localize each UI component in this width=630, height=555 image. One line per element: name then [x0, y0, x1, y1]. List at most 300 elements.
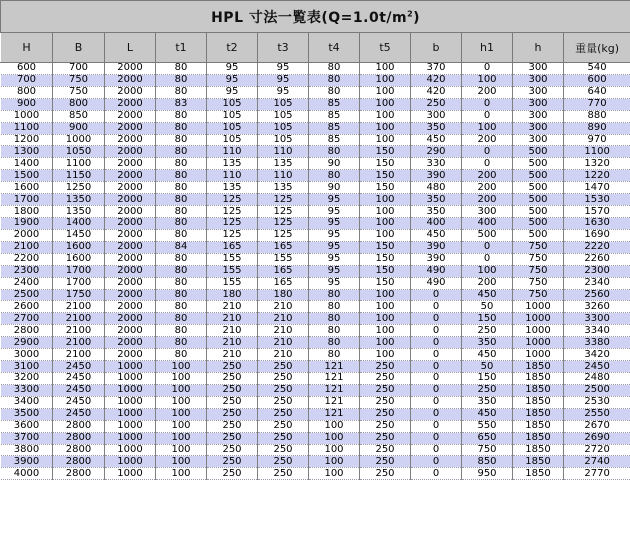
column-header: B	[53, 33, 105, 63]
table-cell: 3300	[564, 313, 630, 325]
table-cell: 1530	[564, 194, 630, 206]
table-cell: 80	[309, 337, 360, 349]
table-cell: 1450	[53, 229, 105, 241]
table-row	[1, 432, 630, 444]
table-cell: 105	[258, 98, 309, 110]
table-cell: 2770	[564, 468, 630, 480]
table-cell: 80	[156, 134, 207, 146]
table-cell: 135	[258, 158, 309, 170]
table-cell: 250	[258, 468, 309, 480]
table-cell: 2100	[53, 337, 105, 349]
table-cell: 250	[360, 384, 411, 396]
table-cell: 80	[156, 74, 207, 86]
table-cell: 2450	[53, 396, 105, 408]
table-cell: 100	[360, 194, 411, 206]
table-row	[1, 289, 630, 301]
table-cell: 300	[513, 98, 564, 110]
table-cell: 110	[207, 170, 258, 182]
table-cell: 80	[156, 122, 207, 134]
table-row	[1, 63, 630, 75]
table-cell: 350	[462, 396, 513, 408]
table-cell: 2000	[105, 134, 156, 146]
table-cell: 0	[462, 110, 513, 122]
table-cell: 0	[411, 289, 462, 301]
table-cell: 2000	[105, 349, 156, 361]
table-cell: 121	[309, 384, 360, 396]
table-cell: 80	[156, 253, 207, 265]
table-cell: 750	[513, 265, 564, 277]
table-cell: 95	[207, 63, 258, 75]
table-cell: 80	[309, 289, 360, 301]
table-cell: 3000	[1, 349, 53, 361]
table-cell: 0	[411, 420, 462, 432]
table-cell: 1000	[105, 468, 156, 480]
table-cell: 1850	[513, 456, 564, 468]
table-cell: 2900	[1, 337, 53, 349]
table-cell: 2340	[564, 277, 630, 289]
table-cell: 200	[462, 86, 513, 98]
table-cell: 2740	[564, 456, 630, 468]
table-cell: 2700	[1, 313, 53, 325]
table-cell: 80	[156, 86, 207, 98]
table-cell: 330	[411, 158, 462, 170]
table-cell: 105	[207, 110, 258, 122]
table-cell: 100	[360, 325, 411, 337]
table-cell: 2100	[1, 241, 53, 253]
table-cell: 2000	[105, 74, 156, 86]
table-cell: 600	[1, 63, 53, 75]
table-cell: 490	[411, 265, 462, 277]
table-row	[1, 349, 630, 361]
table-cell: 2800	[1, 325, 53, 337]
table-cell: 890	[564, 122, 630, 134]
table-cell: 95	[207, 74, 258, 86]
table-cell: 85	[309, 110, 360, 122]
table-cell: 0	[411, 325, 462, 337]
table-row	[1, 146, 630, 158]
table-cell: 1850	[513, 444, 564, 456]
table-cell: 250	[207, 420, 258, 432]
table-cell: 0	[411, 432, 462, 444]
table-cell: 210	[258, 349, 309, 361]
table-cell: 250	[462, 384, 513, 396]
column-header: t2	[207, 33, 258, 63]
table-cell: 300	[411, 110, 462, 122]
table-cell: 2450	[53, 361, 105, 373]
table-cell: 490	[411, 277, 462, 289]
table-cell: 121	[309, 408, 360, 420]
table-cell: 100	[360, 98, 411, 110]
table-cell: 2260	[564, 253, 630, 265]
table-cell: 95	[309, 217, 360, 229]
table-cell: 250	[207, 468, 258, 480]
table-cell: 2800	[53, 444, 105, 456]
table-cell: 420	[411, 74, 462, 86]
table-cell: 0	[411, 313, 462, 325]
table-cell: 110	[207, 146, 258, 158]
table-cell: 100	[360, 63, 411, 75]
table-row	[1, 396, 630, 408]
table-cell: 1220	[564, 170, 630, 182]
table-cell: 80	[309, 349, 360, 361]
table-cell: 1000	[105, 384, 156, 396]
table-cell: 150	[360, 253, 411, 265]
table-cell: 500	[513, 158, 564, 170]
table-cell: 200	[462, 182, 513, 194]
table-cell: 150	[360, 265, 411, 277]
table-cell: 420	[411, 86, 462, 98]
table-cell: 450	[411, 134, 462, 146]
table-cell: 250	[360, 456, 411, 468]
table-cell: 850	[53, 110, 105, 122]
table-cell: 2100	[53, 301, 105, 313]
table-cell: 165	[258, 241, 309, 253]
table-cell: 0	[411, 372, 462, 384]
table-cell: 80	[156, 349, 207, 361]
table-cell: 540	[564, 63, 630, 75]
table-cell: 155	[207, 277, 258, 289]
table-cell: 1500	[1, 170, 53, 182]
table-cell: 2000	[105, 182, 156, 194]
table-cell: 1850	[513, 432, 564, 444]
table-cell: 1350	[53, 194, 105, 206]
table-row	[1, 206, 630, 218]
table-cell: 100	[156, 432, 207, 444]
table-cell: 80	[156, 265, 207, 277]
table-cell: 155	[258, 253, 309, 265]
column-header: 重量(kg)	[564, 33, 630, 63]
table-cell: 1600	[1, 182, 53, 194]
table-cell: 250	[258, 408, 309, 420]
table-row	[1, 313, 630, 325]
table-cell: 125	[207, 229, 258, 241]
table-cell: 250	[360, 396, 411, 408]
table-cell: 2000	[105, 265, 156, 277]
table-cell: 1570	[564, 206, 630, 218]
table-cell: 0	[462, 98, 513, 110]
table-row	[1, 420, 630, 432]
table-cell: 250	[411, 98, 462, 110]
table-cell: 100	[360, 74, 411, 86]
table-cell: 150	[360, 182, 411, 194]
table-row	[1, 194, 630, 206]
table-cell: 1000	[105, 396, 156, 408]
table-cell: 100	[462, 265, 513, 277]
table-cell: 105	[207, 98, 258, 110]
table-cell: 100	[360, 122, 411, 134]
table-cell: 250	[360, 408, 411, 420]
table-cell: 100	[309, 420, 360, 432]
table-cell: 900	[1, 98, 53, 110]
table-cell: 480	[411, 182, 462, 194]
table-cell: 95	[309, 194, 360, 206]
table-cell: 135	[207, 182, 258, 194]
table-row	[1, 74, 630, 86]
table-cell: 2800	[53, 432, 105, 444]
table-cell: 50	[462, 361, 513, 373]
table-cell: 350	[411, 122, 462, 134]
table-cell: 80	[309, 63, 360, 75]
table-cell: 1000	[105, 432, 156, 444]
table-cell: 250	[207, 384, 258, 396]
table-cell: 210	[258, 301, 309, 313]
table-cell: 750	[513, 253, 564, 265]
table-cell: 1700	[53, 265, 105, 277]
table-cell: 700	[1, 74, 53, 86]
table-cell: 2480	[564, 372, 630, 384]
table-cell: 450	[411, 229, 462, 241]
table-cell: 1000	[53, 134, 105, 146]
table-cell: 250	[207, 361, 258, 373]
table-cell: 0	[411, 456, 462, 468]
table-cell: 700	[53, 63, 105, 75]
table-cell: 2800	[53, 420, 105, 432]
table-cell: 155	[207, 253, 258, 265]
table-cell: 125	[207, 194, 258, 206]
table-cell: 450	[462, 349, 513, 361]
table-cell: 2100	[53, 313, 105, 325]
table-cell: 3800	[1, 444, 53, 456]
table-cell: 84	[156, 241, 207, 253]
table-cell: 600	[564, 74, 630, 86]
table-cell: 500	[513, 182, 564, 194]
table-cell: 0	[462, 253, 513, 265]
table-cell: 80	[156, 110, 207, 122]
table-cell: 80	[156, 313, 207, 325]
column-header: H	[1, 33, 53, 63]
table-cell: 2300	[564, 265, 630, 277]
table-cell: 2000	[105, 241, 156, 253]
table-row	[1, 372, 630, 384]
table-cell: 650	[462, 432, 513, 444]
table-cell: 350	[411, 206, 462, 218]
table-cell: 250	[258, 372, 309, 384]
table-cell: 1150	[53, 170, 105, 182]
table-cell: 2550	[564, 408, 630, 420]
table-cell: 2000	[105, 98, 156, 110]
table-cell: 500	[513, 146, 564, 158]
table-cell: 1000	[513, 337, 564, 349]
table-cell: 80	[156, 337, 207, 349]
table-cell: 2000	[105, 158, 156, 170]
table-cell: 880	[564, 110, 630, 122]
table-cell: 80	[309, 313, 360, 325]
column-header: L	[105, 33, 156, 63]
table-cell: 1400	[53, 217, 105, 229]
table-cell: 1900	[1, 217, 53, 229]
table-cell: 250	[360, 372, 411, 384]
table-title-close: )	[413, 9, 421, 26]
table-cell: 200	[462, 134, 513, 146]
table-cell: 250	[207, 444, 258, 456]
table-row	[1, 384, 630, 396]
table-cell: 80	[156, 63, 207, 75]
table-cell: 95	[309, 253, 360, 265]
table-cell: 250	[258, 456, 309, 468]
table-cell: 2000	[105, 194, 156, 206]
table-cell: 1800	[1, 206, 53, 218]
table-row	[1, 241, 630, 253]
table-cell: 125	[207, 217, 258, 229]
table-cell: 135	[207, 158, 258, 170]
table-row	[1, 408, 630, 420]
table-cell: 250	[258, 420, 309, 432]
table-cell: 250	[360, 361, 411, 373]
table-cell: 1320	[564, 158, 630, 170]
table-cell: 2600	[1, 301, 53, 313]
table-row	[1, 170, 630, 182]
table-cell: 800	[53, 98, 105, 110]
table-cell: 100	[360, 337, 411, 349]
table-cell: 80	[309, 170, 360, 182]
table-row	[1, 301, 630, 313]
table-row	[1, 265, 630, 277]
table-cell: 155	[207, 265, 258, 277]
table-cell: 80	[156, 194, 207, 206]
table-cell: 250	[258, 361, 309, 373]
table-cell: 2200	[1, 253, 53, 265]
table-cell: 0	[411, 349, 462, 361]
table-cell: 100	[156, 420, 207, 432]
table-cell: 1000	[105, 444, 156, 456]
table-cell: 500	[462, 229, 513, 241]
table-cell: 95	[258, 63, 309, 75]
table-cell: 2800	[53, 468, 105, 480]
table-cell: 105	[207, 134, 258, 146]
table-cell: 80	[156, 206, 207, 218]
table-cell: 2000	[105, 325, 156, 337]
table-cell: 2000	[105, 337, 156, 349]
table-cell: 2000	[105, 86, 156, 98]
table-cell: 0	[462, 241, 513, 253]
table-cell: 100	[360, 301, 411, 313]
table-cell: 200	[462, 194, 513, 206]
table-cell: 150	[360, 170, 411, 182]
table-cell: 100	[156, 468, 207, 480]
table-cell: 100	[156, 444, 207, 456]
table-cell: 110	[258, 170, 309, 182]
table-cell: 390	[411, 253, 462, 265]
table-cell: 100	[360, 349, 411, 361]
table-cell: 1100	[1, 122, 53, 134]
table-cell: 95	[309, 229, 360, 241]
table-cell: 125	[258, 194, 309, 206]
table-cell: 250	[360, 420, 411, 432]
table-cell: 2100	[53, 349, 105, 361]
table-cell: 80	[156, 325, 207, 337]
table-cell: 100	[156, 361, 207, 373]
table-cell: 750	[513, 289, 564, 301]
table-cell: 3420	[564, 349, 630, 361]
table-cell: 900	[53, 122, 105, 134]
table-cell: 100	[360, 217, 411, 229]
table-cell: 125	[258, 217, 309, 229]
table-cell: 150	[462, 372, 513, 384]
table-cell: 80	[309, 146, 360, 158]
table-cell: 2560	[564, 289, 630, 301]
table-cell: 3260	[564, 301, 630, 313]
table-title	[1, 1, 630, 33]
table-cell: 1850	[513, 396, 564, 408]
table-cell: 3700	[1, 432, 53, 444]
table-cell: 0	[411, 361, 462, 373]
table-cell: 210	[258, 337, 309, 349]
table-cell: 0	[411, 337, 462, 349]
table-cell: 300	[513, 134, 564, 146]
table-cell: 95	[258, 74, 309, 86]
table-cell: 1750	[53, 289, 105, 301]
table-cell: 80	[156, 277, 207, 289]
table-cell: 100	[309, 444, 360, 456]
table-cell: 0	[411, 396, 462, 408]
column-header-row	[1, 33, 630, 63]
table-cell: 500	[513, 170, 564, 182]
table-cell: 1850	[513, 361, 564, 373]
table-cell: 210	[207, 349, 258, 361]
table-cell: 2000	[105, 122, 156, 134]
table-cell: 2000	[105, 217, 156, 229]
table-cell: 1400	[1, 158, 53, 170]
table-cell: 250	[207, 396, 258, 408]
table-cell: 500	[513, 229, 564, 241]
table-cell: 2000	[105, 313, 156, 325]
table-cell: 2300	[1, 265, 53, 277]
table-cell: 250	[360, 432, 411, 444]
table-cell: 1700	[1, 194, 53, 206]
table-cell: 80	[156, 182, 207, 194]
table-cell: 3340	[564, 325, 630, 337]
table-cell: 2000	[105, 110, 156, 122]
column-header: t1	[156, 33, 207, 63]
table-cell: 100	[360, 313, 411, 325]
table-cell: 3380	[564, 337, 630, 349]
table-cell: 165	[258, 277, 309, 289]
table-cell: 1470	[564, 182, 630, 194]
table-cell: 165	[258, 265, 309, 277]
table-cell: 450	[462, 289, 513, 301]
table-cell: 250	[462, 325, 513, 337]
table-cell: 850	[462, 456, 513, 468]
table-cell: 1100	[53, 158, 105, 170]
table-cell: 80	[156, 146, 207, 158]
table-cell: 1000	[105, 361, 156, 373]
table-cell: 1850	[513, 420, 564, 432]
column-header: t4	[309, 33, 360, 63]
table-cell: 210	[207, 325, 258, 337]
table-cell: 80	[309, 74, 360, 86]
table-cell: 0	[411, 468, 462, 480]
table-cell: 1000	[1, 110, 53, 122]
table-cell: 2500	[1, 289, 53, 301]
table-cell: 100	[360, 134, 411, 146]
table-cell: 1350	[53, 206, 105, 218]
table-row	[1, 361, 630, 373]
table-cell: 2000	[105, 277, 156, 289]
table-cell: 500	[513, 206, 564, 218]
table-cell: 95	[309, 277, 360, 289]
table-cell: 121	[309, 396, 360, 408]
column-header: h1	[462, 33, 513, 63]
table-cell: 1000	[513, 349, 564, 361]
table-cell: 2450	[53, 384, 105, 396]
table-cell: 2500	[564, 384, 630, 396]
table-cell: 1850	[513, 384, 564, 396]
table-cell: 100	[156, 396, 207, 408]
table-cell: 100	[156, 384, 207, 396]
table-cell: 100	[309, 456, 360, 468]
table-cell: 250	[207, 372, 258, 384]
column-header: t3	[258, 33, 309, 63]
